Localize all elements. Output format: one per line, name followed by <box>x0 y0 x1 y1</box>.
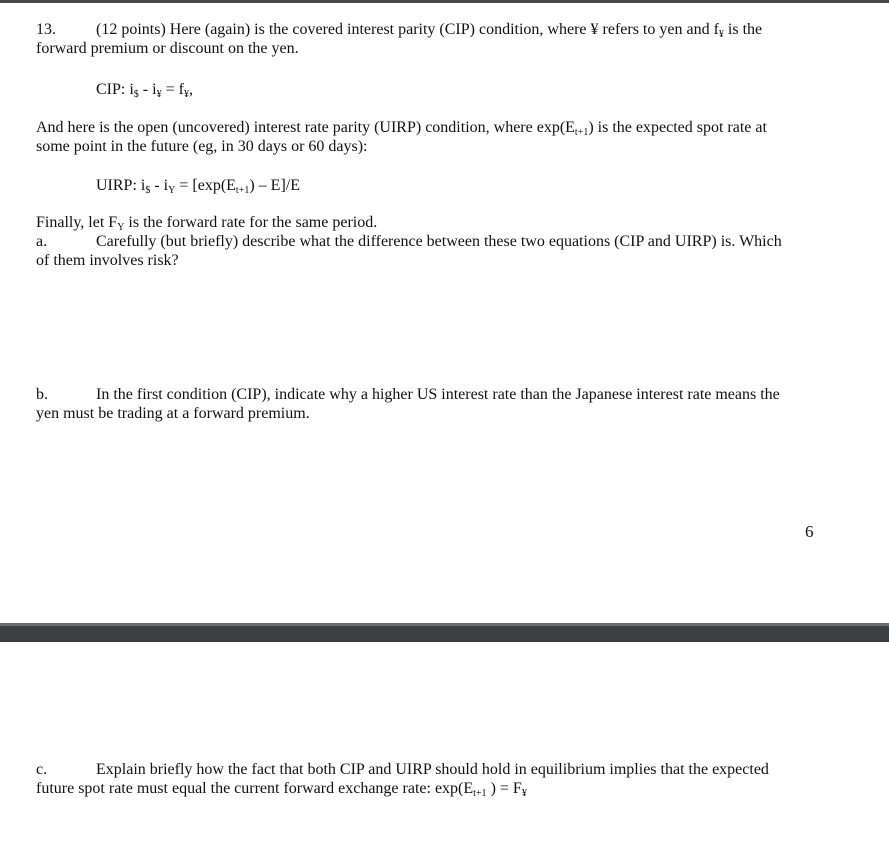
page-number: 6 <box>805 522 814 541</box>
part-b-letter: b. <box>36 386 48 403</box>
forward-rate-definition: Finally, let $F_Y$ is the forward rate for the same period. <box>36 214 378 233</box>
part-a-letter: a. <box>36 233 48 250</box>
document-page-6 <box>0 3 889 623</box>
uirp-intro-line2: some point in the future (eg, in 30 days or 60 days): <box>36 138 368 155</box>
part-c-line1: c. Explain briefly how the fact that both CIP and UIRP should hold in equilibrium implies that the expected <box>36 761 769 778</box>
part-a-line2: of them involves risk? <box>36 252 179 269</box>
question-number: 13. <box>36 21 56 38</box>
uirp-equation: UIRP: $i_{\$} - i_Y = [\exp(E_{t+1}) - E]/E$ <box>96 177 300 196</box>
page-separator <box>0 623 889 642</box>
part-c-line2: future spot rate must equal the current forward exchange rate: $\exp(E_{t+1}$ ) = $F_¥$ <box>36 780 527 799</box>
part-b-line2: yen must be trading at a forward premium. <box>36 405 310 422</box>
question-13-intro-line2: forward premium or discount on the yen. <box>36 40 299 57</box>
question-13-intro-line1: 13. (12 points) Here (again) is the covered interest parity (CIP) condition, where ¥ refers to yen and $f_¥$ is the <box>36 21 763 40</box>
cip-equation: CIP: $i_{\$} - i_¥ = f_¥$, <box>96 81 193 100</box>
document-page-7 <box>0 642 889 860</box>
part-b-line1: b. In the first condition (CIP), indicate why a higher US interest rate than the Japanese interest rate means the <box>36 386 780 403</box>
uirp-intro-line1: And here is the open (uncovered) interest rate parity (UIRP) condition, where $\exp(E_{t+1})$ is the expected spot rate at <box>36 119 767 138</box>
part-c-letter: c. <box>36 761 48 778</box>
part-a-line1: a. Carefully (but briefly) describe what the difference between these two equations (CIP and UIRP) is. Which <box>36 233 782 250</box>
